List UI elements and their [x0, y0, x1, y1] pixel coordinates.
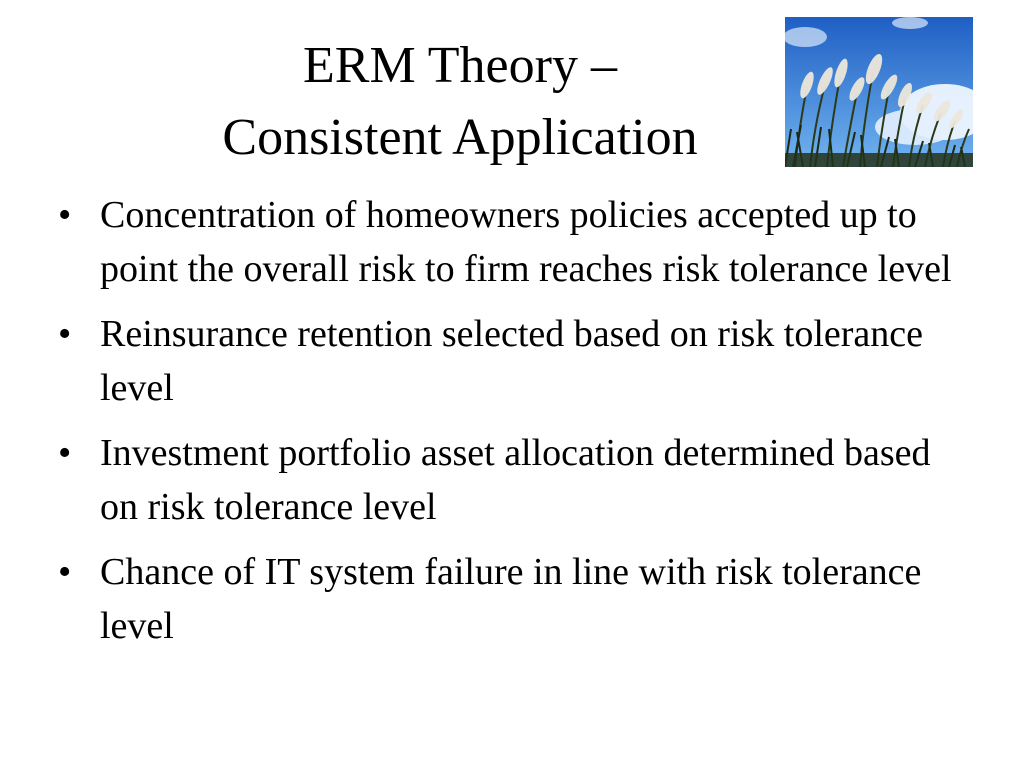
bullet-icon: •	[58, 194, 72, 236]
bullet-text: Concentration of homeowners policies accepted up to point the overall risk to firm reaches risk tolerance level	[100, 194, 952, 290]
list-item	[58, 426, 958, 534]
bullet-icon: •	[58, 313, 72, 355]
bullet-text: Reinsurance retention selected based on risk tolerance level	[100, 313, 923, 409]
slide-title	[0, 30, 920, 174]
bullet-icon: •	[58, 551, 72, 593]
title-line-1: ERM Theory –	[303, 37, 617, 94]
grass-sky-image	[785, 17, 973, 167]
title-line-2: Consistent Application	[222, 109, 698, 166]
list-item	[58, 307, 958, 415]
bullet-list	[58, 188, 958, 664]
list-item	[58, 545, 958, 653]
bullet-text: Investment portfolio asset allocation determined based on risk tolerance level	[100, 432, 931, 528]
list-item	[58, 188, 958, 296]
bullet-text: Chance of IT system failure in line with risk tolerance level	[100, 551, 922, 647]
bullet-icon: •	[58, 432, 72, 474]
